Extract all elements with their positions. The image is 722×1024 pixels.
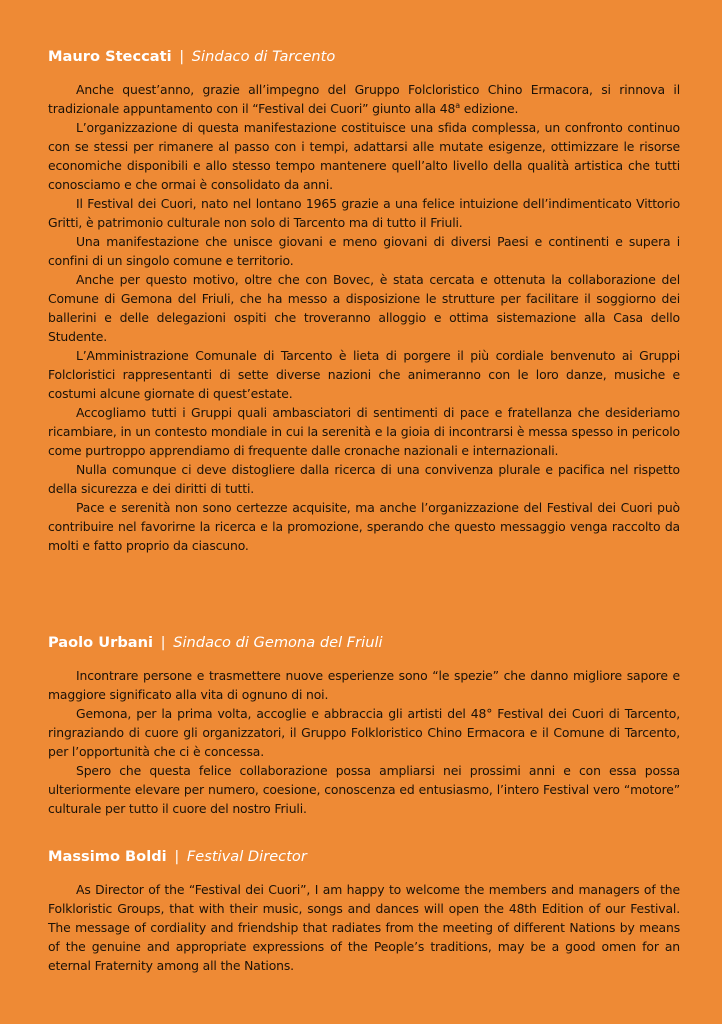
paragraph-tail: edizione. — [460, 101, 519, 116]
paragraph: Il Festival dei Cuori, nato nel lontano 1965 grazie a una felice intuizione dell’indimenticato Vittorio Gritti, è patrimonio culturale non solo di Tarcento ma di tutto il Friuli. — [48, 196, 680, 230]
heading-separator: | — [160, 634, 166, 651]
paragraph: L’Amministrazione Comunale di Tarcento è lieta di porgere il più cordiale benvenuto ai Gruppi Folcloristici rappresentanti di sette diverse nazioni che animeranno con le loro danze, musiche e costumi alcune giornate di quest’estate. — [48, 348, 680, 401]
author-role: Sindaco di Gemona del Friuli — [173, 634, 383, 651]
section-heading — [48, 634, 680, 651]
author-name: Paolo Urbani — [48, 634, 154, 651]
author-role: Festival Director — [186, 848, 307, 865]
paragraph: Una manifestazione che unisce giovani e meno giovani di diversi Paesi e continenti e supera i confini di un singolo comune e territorio. — [48, 234, 680, 268]
paragraph-text: Anche quest’anno, grazie all’impegno del Gruppo Folcloristico Chino Ermacora, si rinnova il tradizionale appuntamento con il “Festival dei Cuori” giunto alla 48 — [48, 82, 680, 116]
section-heading — [48, 48, 680, 65]
author-name: Massimo Boldi — [48, 848, 167, 865]
author-name: Mauro Steccati — [48, 48, 172, 65]
ordinal-superscript: a — [455, 100, 460, 110]
message-paolo-urbani — [48, 634, 680, 818]
message-massimo-boldi — [48, 848, 680, 975]
paragraph: Anche per questo motivo, oltre che con Bovec, è stata cercata e ottenuta la collaborazione del Comune di Gemona del Friuli, che ha messo a disposizione le strutture per facilitare il soggiorno dei ballerini e delle delegazioni ospiti che troveranno alloggio e ottima sistemazione alla Casa dello Studente. — [48, 272, 680, 344]
paragraph: Gemona, per la prima volta, accoglie e abbraccia gli artisti del 48° Festival dei Cuori di Tarcento, ringraziando di cuore gli organizzatori, il Gruppo Folkloristico Chino Ermacora e il Comune di Tarcento, per l’opportunità che ci è concessa. — [48, 706, 680, 759]
paragraph: Spero che questa felice collaborazione possa ampliarsi nei prossimi anni e con essa possa ulteriormente elevare per numero, coesione, conoscenza ed entusiasmo, l’intero Festival vero “motore” culturale per tutto il cuore del nostro Friuli. — [48, 763, 680, 816]
heading-separator: | — [179, 48, 185, 65]
paragraph: Nulla comunque ci deve distogliere dalla ricerca di una convivenza plurale e pacifica nel rispetto della sicurezza e dei diritti di tutti. — [48, 462, 680, 496]
paragraph: As Director of the “Festival dei Cuori”, I am happy to welcome the members and managers of the Folkloristic Groups, that with their music, songs and dances will open the 48th Edition of our Festival. The message of cordiality and friendship that radiates from the meeting of different Nations by means of the genuine and appropriate expressions of the People’s traditions, may be a good omen for an eternal Fraternity among all the Nations. — [48, 882, 680, 973]
paragraph: Accogliamo tutti i Gruppi quali ambasciatori di sentimenti di pace e fratellanza che desideriamo ricambiare, in un contesto mondiale in cui la serenità e la gioia di incontrarsi è messa spesso in pericolo come purtroppo apprendiamo di frequente dalle cronache nazionali e internazionali. — [48, 405, 680, 458]
paragraph: L’organizzazione di questa manifestazione costituisce una sfida complessa, un confronto continuo con se stessi per rimanere al passo con i tempi, adattarsi alle mutate esigenze, ottimizzare le risorse economiche disponibili e allo stesso tempo mantenere quell’alto livello della qualità artistica che tutti conosciamo e che ormai è consolidato da anni. — [48, 120, 680, 192]
message-mauro-steccati — [48, 48, 680, 555]
heading-separator: | — [174, 848, 180, 865]
author-role: Sindaco di Tarcento — [191, 48, 336, 65]
paragraph: Incontrare persone e trasmettere nuove esperienze sono “le spezie” che danno migliore sapore e maggiore significato alla vita di ognuno di noi. — [48, 668, 680, 702]
paragraph: Pace e serenità non sono certezze acquisite, ma anche l’organizzazione del Festival dei Cuori può contribuire nel favorirne la ricerca e la promozione, sperando che questo messaggio venga raccolto da molti e fatto proprio da ciascuno. — [48, 500, 680, 553]
section-heading — [48, 848, 680, 865]
paragraph — [48, 80, 680, 118]
